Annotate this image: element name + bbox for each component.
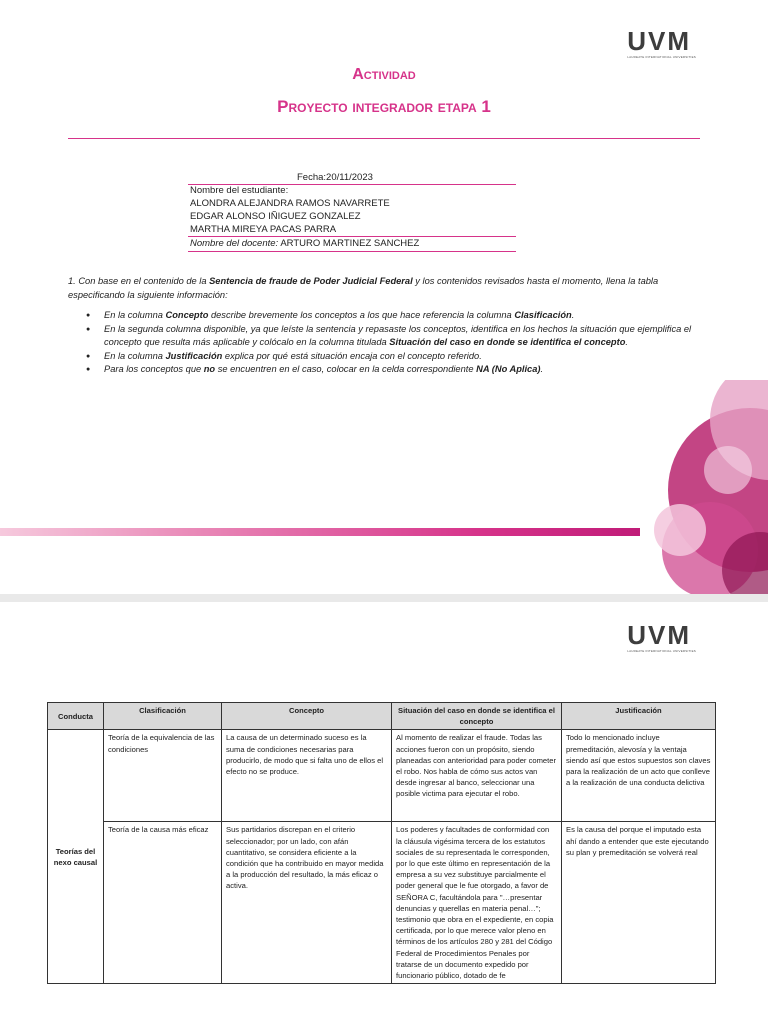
instructions-list	[86, 309, 706, 377]
situacion-cell: Al momento de realizar el fraude. Todas las acciones fueron con un propósito, siendo planeadas con anterioridad para poder cometer el robo. Nos habla de cómo sus actos van desde ingresar al banco, seleccionar una posible victima para ejecutar el robo.	[392, 730, 562, 822]
students-underline	[188, 236, 516, 237]
table-header-row	[48, 703, 716, 730]
teacher-underline	[188, 251, 516, 252]
clasificacion-cell: Teoría de la equivalencia de las condiciones	[104, 730, 222, 822]
page-title: Actividad	[352, 66, 416, 83]
logo-tagline: LAUREATE INTERNATIONAL UNIVERSITIES	[627, 649, 696, 653]
concepts-table	[47, 702, 716, 984]
logo-mark: UVM	[627, 26, 691, 56]
concepto-cell: Sus partidarios discrepan en el criterio seleccionador; por un lado, con afán cuantitativo, se considera eficiente a la condición que ha contribuido en mayor medida a la producción del resultado, la más eficaz o activa.	[222, 822, 392, 984]
justificacion-cell: Todo lo mencionado incluye premeditación, alevosía y la ventaja siendo así que estos supuestos son claves para la realización de un acto que conlleve a la realización de una conducta delictiva	[562, 730, 716, 822]
teacher-label: Nombre del docente:	[190, 238, 279, 249]
teacher-line	[190, 238, 419, 250]
teacher-name: ARTURO MARTINEZ SANCHEZ	[278, 238, 420, 249]
fecha: Fecha:20/11/2023	[297, 172, 373, 183]
document-page-2	[0, 602, 768, 1024]
header-clasificacion: Clasificación	[104, 703, 222, 730]
situacion-cell: Los poderes y facultades de conformidad con la cláusula vigésima tercera de los estatutos sociales de su representada le corresponden, por lo que este último en representación de la empresa a su vez substituye parcialmente el poder general que le fue otorgado, a favor de SEÑORA C, facultándola para "…presentar denuncias y querellas en materia penal…"; testimonio que obra en el expediente, en copia certificada, por lo que merece valor pleno en términos de los artículos 280 y 281 del Código Federal de Procedimientos Penales por tratarse de un documento expedido por funcionario público, dotado de fe	[392, 822, 562, 984]
student-label: Nombre del estudiante:	[190, 185, 289, 196]
logo-tagline: LAUREATE INTERNATIONAL UNIVERSITIES	[627, 55, 696, 59]
decorative-circles-graphic	[600, 380, 768, 594]
title-divider	[68, 138, 700, 139]
logo-mark: UVM	[627, 620, 691, 650]
header-justificacion: Justificación	[562, 703, 716, 730]
student-name-2: EDGAR ALONSO IÑIGUEZ GONZALEZ	[190, 211, 361, 222]
table-row	[48, 730, 716, 822]
instruction-item: ● En la segunda columna disponible, ya que leíste la sentencia y repasaste los conceptos, identifica en los hechos la situación que ejemplifica el concepto que resulta más aplicable y colócalo en la columna titulada Situación del caso en donde se identifica el concepto.	[86, 323, 706, 350]
instruction-item: ● En la columna Concepto describe brevemente los conceptos a los que hace referencia la columna Clasificación.	[86, 309, 706, 323]
header-concepto: Concepto	[222, 703, 392, 730]
footer-gradient-band	[0, 528, 640, 536]
conducta-cell: Teorías del nexo causal	[48, 730, 104, 984]
concepto-cell: La causa de un determinado suceso es la suma de condiciones necesarias para producirlo, de modo que si falta uno de ellos el efecto no se produce.	[222, 730, 392, 822]
student-name-3: MARTHA MIREYA PACAS PARRA	[190, 224, 337, 235]
uvm-logo	[627, 28, 696, 59]
uvm-logo	[627, 622, 696, 653]
instruction-item: ● En la columna Justificación explica por qué está situación encaja con el concepto referido.	[86, 350, 706, 364]
justificacion-cell: Es la causa del porque el imputado esta ahí dando a entender que este ejecutando su plan y premeditación se volverá real	[562, 822, 716, 984]
page-subtitle: Proyecto integrador etapa 1	[277, 97, 491, 116]
header-conducta: Conducta	[48, 703, 104, 730]
student-name-1: ALONDRA ALEJANDRA RAMOS NAVARRETE	[190, 198, 390, 209]
instruction-item: ● Para los conceptos que no se encuentren en el caso, colocar en la celda correspondiente NA (No Aplica).	[86, 363, 706, 377]
instructions-intro: 1. Con base en el contenido de la Sentencia de fraude de Poder Judicial Federal y los contenidos revisados hasta el momento, llena la tabla especificando la siguiente información:	[68, 276, 659, 300]
header-situacion: Situación del caso en donde se identifica el concepto	[392, 703, 562, 730]
clasificacion-cell: Teoría de la causa más eficaz	[104, 822, 222, 984]
table-row	[48, 822, 716, 984]
